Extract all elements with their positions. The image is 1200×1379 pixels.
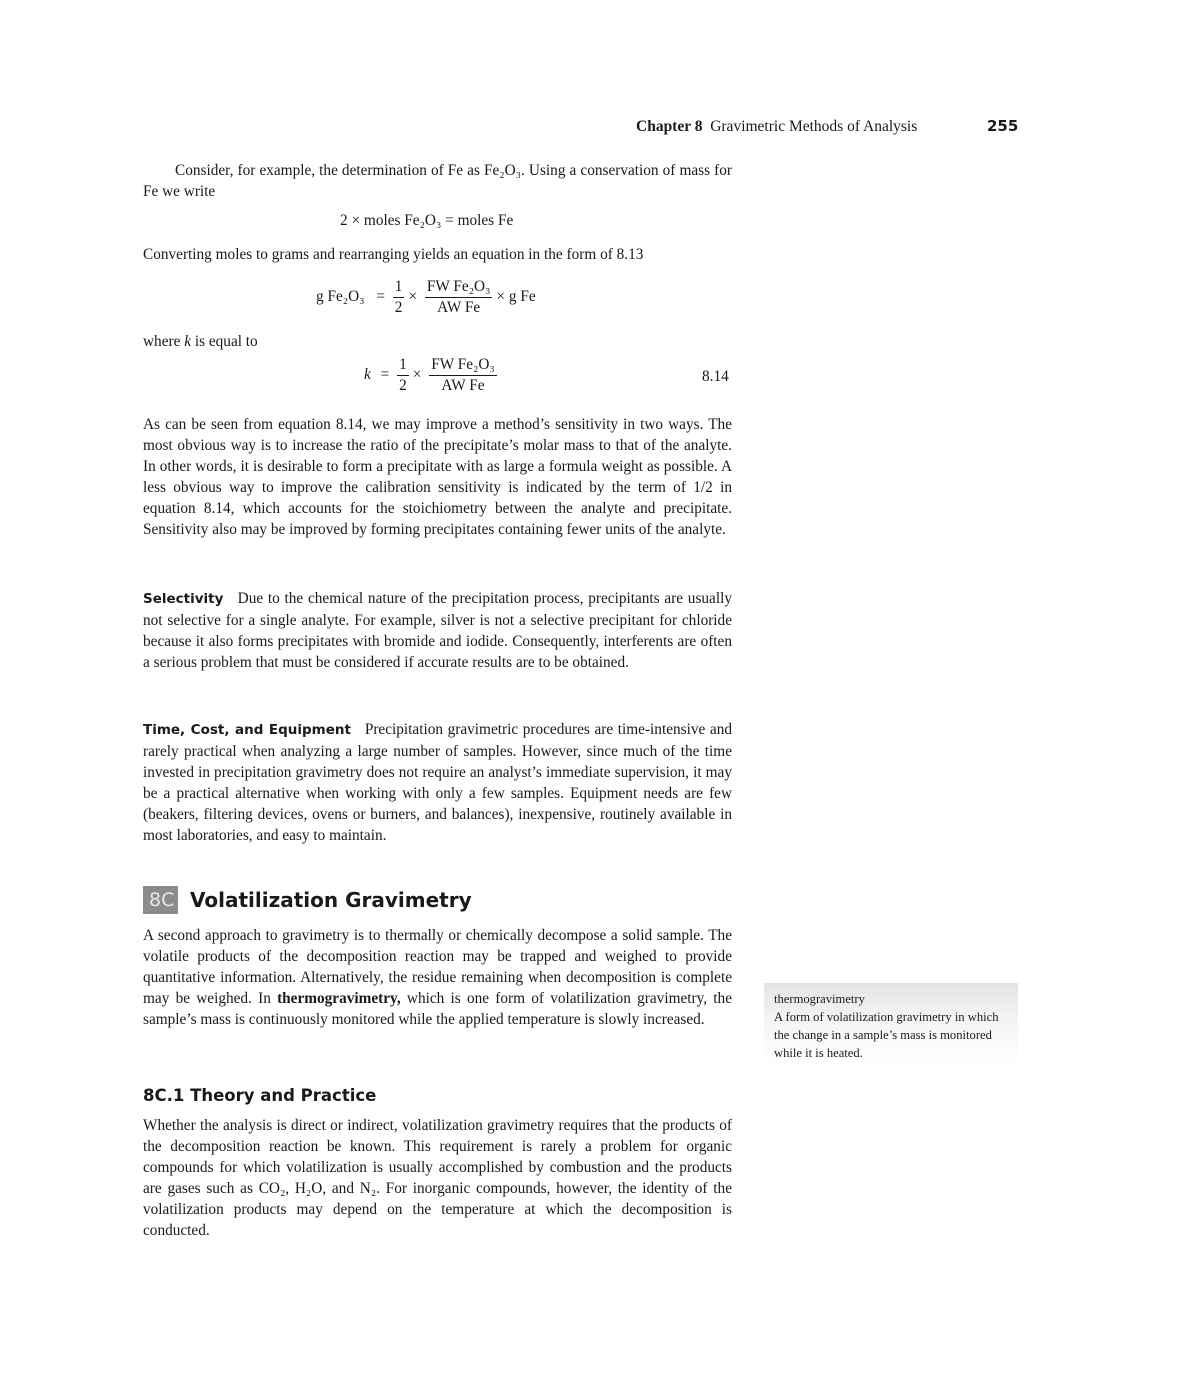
running-header (636, 117, 1019, 136)
converting-text: Converting moles to grams and rearranging yields an equation in the form of 8.13 (143, 246, 644, 263)
eq2-half-fraction (393, 277, 405, 318)
eq2-numerator: FW Fe₂O₃ (425, 277, 493, 298)
eq3-mass-fraction (429, 355, 497, 396)
eq2-rest: × g Fe (496, 288, 536, 306)
eq3-half-fraction (397, 355, 409, 396)
paragraph-converting (143, 244, 732, 265)
intro-paragraph (143, 160, 732, 202)
intro-text: Consider, for example, the determination of Fe as Fe₂O₃. Using a conservation of mass for Fe we write (143, 162, 732, 200)
volatilization-post: which is one form of volatilization gravimetry, the sample’s mass is continuously monitored while the applied temperature is slowly increased. (143, 990, 732, 1028)
eq2-mass-fraction (425, 277, 493, 318)
sensitivity-text: As can be seen from equation 8.14, we may improve a method’s sensitivity in two ways. The most obvious way is to increase the ratio of the precipitate’s molar mass to that of the analyte. In other words, it is desirable to form a precipitate with as large a formula weight as possible. A less obvious way to improve the calibration sensitivity is indicated by the term of 1/2 in equation 8.14, which accounts for the stoichiometry between the analyte and precipitate. Sensitivity also may be improved by forming precipitates containing fewer units of the analyte. (143, 416, 732, 538)
paragraph-volatilization (143, 925, 732, 1030)
where-k: k (184, 333, 191, 350)
eq2-equals: = (376, 288, 385, 306)
section-title: Volatilization Gravimetry (190, 888, 472, 912)
selectivity-text: Due to the chemical nature of the precipitation process, precipitants are usually not selective for a single analyte. For example, silver is not a selective precipitant for chloride because it also forms precipitates with bromide and iodide. Consequently, interferents are often a serious problem that must be considered if accurate results are to be obtained. (143, 590, 732, 671)
section-number-badge: 8C (143, 886, 178, 914)
theory-text: Whether the analysis is direct or indirect, volatilization gravimetry requires that the products of the decomposition reaction be known. This requirement is rarely a problem for organic compounds for which volatilization is usually accomplished by combustion and the products are gases such as CO₂, H₂O, and N₂. For inorganic compounds, however, the identity of the volatilization products may depend on the temperature at which the decomposition is conducted. (143, 1117, 732, 1239)
eq3-one: 1 (397, 355, 409, 376)
margin-note (774, 990, 1009, 1062)
eq3-two: 2 (399, 377, 407, 394)
eq3-denominator: AW Fe (441, 377, 485, 394)
header-chapter: Chapter 8 (636, 118, 703, 135)
subsection-title: 8C.1 Theory and Practice (143, 1086, 377, 1105)
eq2-one: 1 (393, 277, 405, 298)
header-title: Gravimetric Methods of Analysis (710, 118, 918, 135)
page-number: 255 (987, 117, 1019, 135)
eq2-times: × (408, 288, 418, 306)
eq1-rhs: = moles Fe (445, 212, 514, 229)
equation-8-14 (364, 355, 501, 396)
eq2-two: 2 (394, 299, 403, 316)
margin-note-term: thermogravimetry (774, 992, 865, 1006)
where-pre: where (143, 333, 185, 350)
eq2-lhs: g Fe₂O₃ (316, 288, 365, 306)
eq3-k: k (364, 366, 371, 384)
equation-moles (340, 212, 513, 230)
eq2-denominator: AW Fe (437, 299, 481, 316)
volatilization-pre: A second approach to gravimetry is to thermally or chemically decompose a solid sample. The volatile products of the decomposition reaction may be trapped and weighed to provide quantitative information. Alternatively, the residue remaining when decomposition is complete may be weighed. In (143, 927, 732, 1007)
equation-number: 8.14 (702, 368, 729, 385)
time-text: Precipitation gravimetric procedures are time-intensive and rarely practical when analyzing a large number of samples. However, since much of the time invested in precipitation gravimetry does not require an analyst’s immediate supervision, it may be a practical alternative when working with only a few samples. Equipment needs are few (beakers, filtering devices, ovens or burners, and balances), inexpensive, routinely available in most laboratories, and easy to maintain. (143, 721, 732, 844)
paragraph-selectivity (143, 588, 732, 673)
eq3-times: × (412, 366, 422, 384)
paragraph-sensitivity (143, 414, 732, 540)
margin-note-definition: A form of volatilization gravimetry in which the change in a sample’s mass is monitored while it is heated. (774, 1010, 999, 1060)
eq3-equals: = (380, 366, 390, 384)
equation-grams (316, 277, 536, 318)
paragraph-where (143, 331, 732, 352)
where-post: is equal to (191, 333, 258, 350)
selectivity-heading: Selectivity (143, 591, 224, 607)
paragraph-time-cost (143, 719, 732, 846)
thermogravimetry-term: thermogravimetry, (277, 990, 401, 1007)
time-heading: Time, Cost, and Equipment (143, 722, 351, 738)
paragraph-theory (143, 1115, 732, 1241)
eq3-numerator: FW Fe₂O₃ (429, 355, 497, 376)
eq1-lhs: 2 × moles Fe₂O₃ (340, 212, 442, 229)
